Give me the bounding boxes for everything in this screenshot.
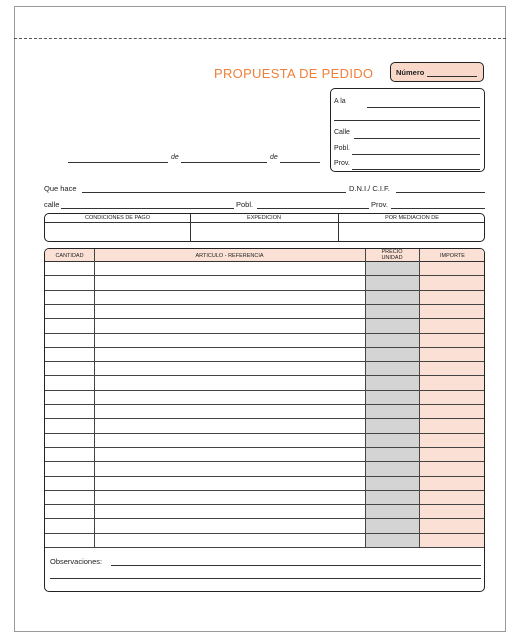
column-divider-3 [419, 249, 420, 548]
calle-label: calle [44, 200, 60, 209]
address-extra-field[interactable] [334, 120, 480, 121]
prov-label: Prov. [371, 200, 388, 209]
numero-label: Número [396, 68, 425, 77]
address-prov-field[interactable] [352, 169, 480, 170]
importe-header [419, 249, 485, 262]
address-calle-field[interactable] [354, 138, 480, 139]
form-title: PROPUESTA DE PEDIDO [214, 66, 374, 81]
perforation-line [14, 38, 506, 39]
address-calle-label: Calle [334, 129, 350, 136]
precio-header [365, 249, 419, 262]
numero-box [390, 62, 484, 82]
importe-header-label: IMPORTE [440, 253, 465, 259]
address-prov-label: Prov. [334, 160, 350, 167]
dni-field[interactable] [396, 192, 485, 193]
address-pobl-label: Pobl. [334, 145, 350, 152]
column-divider-1 [94, 249, 95, 548]
address-row-calle [334, 129, 480, 139]
condiciones-pago-header: CONDICIONES DE PAGO [85, 215, 150, 221]
articulo-header [94, 249, 365, 262]
date-de-1: de [171, 154, 179, 161]
address-row-a-la [334, 98, 480, 108]
observaciones-field-1[interactable] [111, 565, 481, 566]
column-divider-2 [365, 249, 366, 548]
date-de-2: de [270, 154, 278, 161]
conditions-header [45, 214, 484, 223]
date-day-field[interactable] [68, 162, 168, 163]
observaciones-field-2[interactable] [50, 578, 481, 579]
unidad-header-label: UNIDAD [381, 254, 403, 261]
que-hace-label: Que hace [44, 184, 77, 193]
pobl-field[interactable] [257, 208, 369, 209]
expedicion-header: EXPEDICION [247, 215, 281, 221]
dni-label: D.N.I./ C.I.F. [349, 184, 390, 193]
que-hace-field[interactable] [82, 192, 346, 193]
articulo-header-label: ARTICULO - REFERENCIA [195, 253, 264, 259]
numero-field[interactable] [427, 76, 477, 77]
cantidad-header [45, 249, 94, 262]
conditions-divider-1 [190, 214, 191, 241]
precio-column [365, 262, 419, 548]
conditions-box [44, 213, 485, 242]
cantidad-header-label: CANTIDAD [55, 253, 84, 259]
importe-column [419, 262, 485, 548]
address-a-la-label: A la [334, 98, 346, 105]
calle-field[interactable] [61, 208, 234, 209]
address-row-blank [334, 111, 480, 121]
items-table [44, 248, 485, 592]
date-month-field[interactable] [181, 162, 267, 163]
mediacion-header: POR MEDIACION DE [385, 215, 439, 221]
precio-header-label: PRECIO [381, 249, 403, 255]
address-a-la-field[interactable] [367, 107, 480, 108]
conditions-divider-2 [338, 214, 339, 241]
pobl-label: Pobl. [236, 200, 254, 209]
date-year-field[interactable] [280, 162, 320, 163]
address-row-prov [334, 160, 480, 170]
prov-field[interactable] [391, 208, 485, 209]
address-row-pobl [334, 145, 480, 155]
address-box [330, 88, 485, 172]
address-pobl-field[interactable] [352, 154, 480, 155]
observaciones-label: Observaciones: [50, 557, 103, 566]
